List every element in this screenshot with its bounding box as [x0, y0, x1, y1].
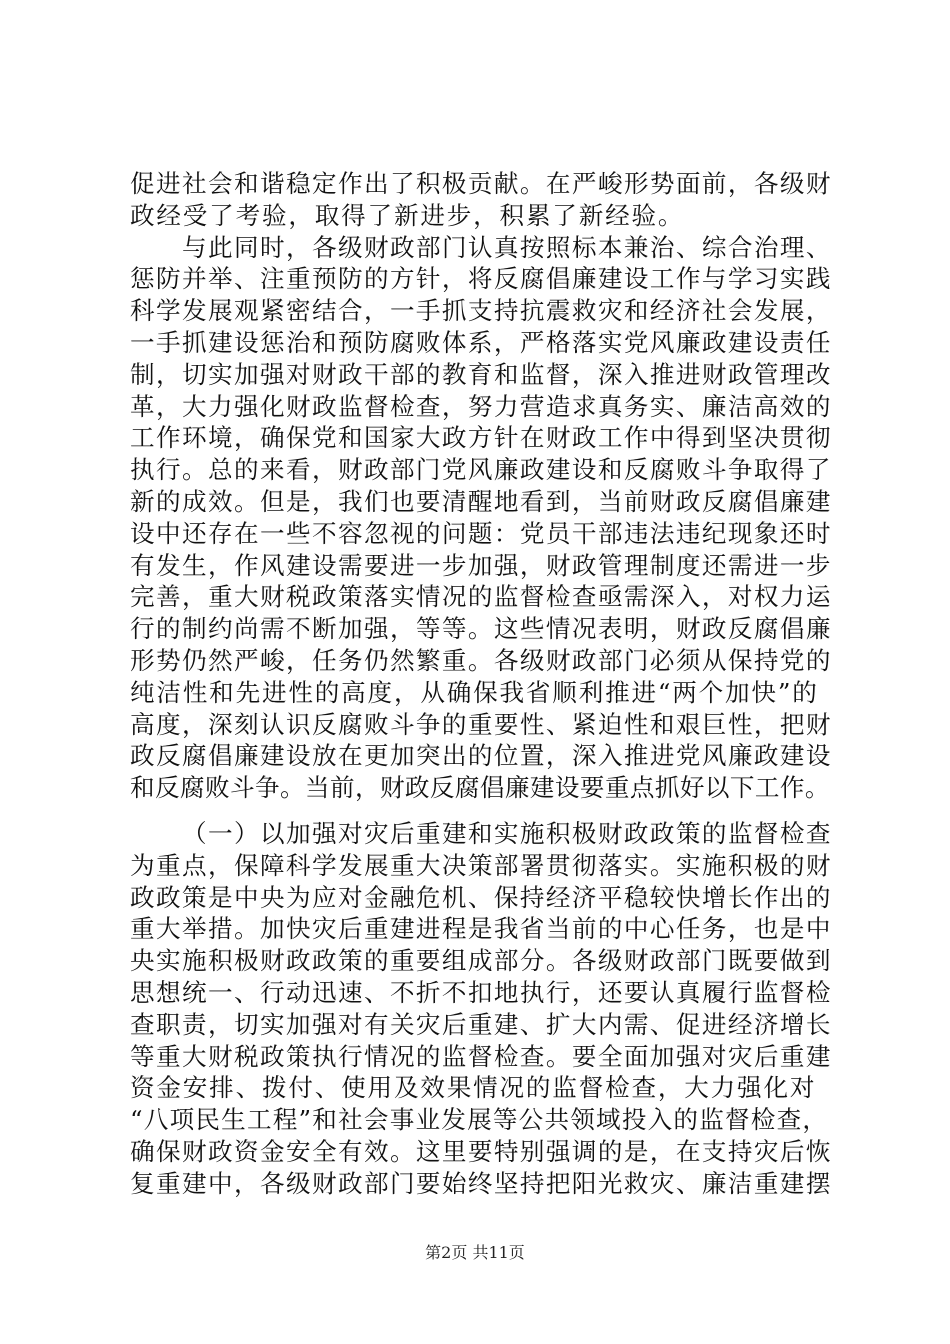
text-line: “八项民生工程”和社会事业发展等公共领域投入的监督检查， [130, 1105, 829, 1135]
text-line: 等重大财税政策执行情况的监督检查。要全面加强对灾后重建 [130, 1041, 832, 1071]
paragraph-3 [130, 818, 832, 1200]
body-text-top [130, 168, 832, 804]
text-line: 设中还存在一些不容忽视的问题：党员干部违法违纪现象还时 [130, 518, 832, 548]
text-line: 和反腐败斗争。当前，财政反腐倡廉建设要重点抓好以下工作。 [130, 773, 830, 803]
text-line: 形势仍然严峻，任务仍然繁重。各级财政部门必须从保持党的 [130, 645, 832, 675]
text-line: 促进社会和谐稳定作出了积极贡献。在严峻形势面前，各级财 [130, 169, 832, 198]
page-number-footer: 第2页 共11页 [425, 1243, 525, 1262]
text-line: 政政策是中央为应对金融危机、保持经济平稳较快增长作出的 [130, 882, 832, 912]
text-line: 思想统一、行动迅速、不折不扣地执行，还要认真履行监督检 [130, 977, 832, 1007]
paragraph-1 [130, 168, 832, 232]
text-line: 政经受了考验，取得了新进步，积累了新经验。 [130, 200, 685, 230]
body-text-bottom [130, 818, 832, 1200]
text-line: （一）以加强对灾后重建和实施积极财政政策的监督检查 [182, 819, 832, 848]
text-line: 制，切实加强对财政干部的教育和监督，深入推进财政管理改 [130, 359, 832, 389]
text-line: 科学发展观紧密结合，一手抓支持抗震救灾和经济社会发展， [130, 296, 832, 326]
text-line: 纯洁性和先进性的高度，从确保我省顺利推进“两个加快”的 [130, 677, 819, 707]
text-line: 新的成效。但是，我们也要清醒地看到，当前财政反腐倡廉建 [130, 486, 832, 516]
text-line: 重大举措。加快灾后重建进程是我省当前的中心任务，也是中 [130, 914, 832, 944]
text-line: 行的制约尚需不断加强，等等。这些情况表明，财政反腐倡廉 [130, 614, 832, 644]
text-line: 一手抓建设惩治和预防腐败体系，严格落实党风廉政建设责任 [130, 327, 832, 357]
text-line: 执行。总的来看，财政部门党风廉政建设和反腐败斗争取得了 [130, 455, 832, 485]
text-line: 高度，深刻认识反腐败斗争的重要性、紧迫性和艰巨性，把财 [130, 709, 832, 739]
text-line: 查职责，切实加强对有关灾后重建、扩大内需、促进经济增长 [130, 1009, 832, 1039]
text-line: 确保财政资金安全有效。这里要特别强调的是，在支持灾后恢 [130, 1136, 832, 1166]
text-line: 革，大力强化财政监督检查，努力营造求真务实、廉洁高效的 [130, 391, 832, 421]
text-line: 央实施积极财政政策的重要组成部分。各级财政部门既要做到 [130, 946, 832, 976]
text-line: 有发生，作风建设需要进一步加强，财政管理制度还需进一步 [130, 550, 832, 580]
text-line: 资金安排、拨付、使用及效果情况的监督检查，大力强化对 [130, 1073, 817, 1103]
text-line: 复重建中，各级财政部门要始终坚持把阳光救灾、廉洁重建摆 [130, 1168, 832, 1198]
paragraph-2 [130, 232, 832, 804]
text-line: 工作环境，确保党和国家大政方针在财政工作中得到坚决贯彻 [130, 423, 832, 453]
text-line: 为重点，保障科学发展重大决策部署贯彻落实。实施积极的财 [130, 850, 832, 880]
text-line: 政反腐倡廉建设放在更加突出的位置，深入推进党风廉政建设 [130, 741, 832, 771]
text-line: 完善，重大财税政策落实情况的监督检查亟需深入，对权力运 [130, 582, 832, 612]
text-line: 惩防并举、注重预防的方针，将反腐倡廉建设工作与学习实践 [130, 264, 832, 294]
text-line: 与此同时，各级财政部门认真按照标本兼治、综合治理、 [182, 232, 832, 262]
